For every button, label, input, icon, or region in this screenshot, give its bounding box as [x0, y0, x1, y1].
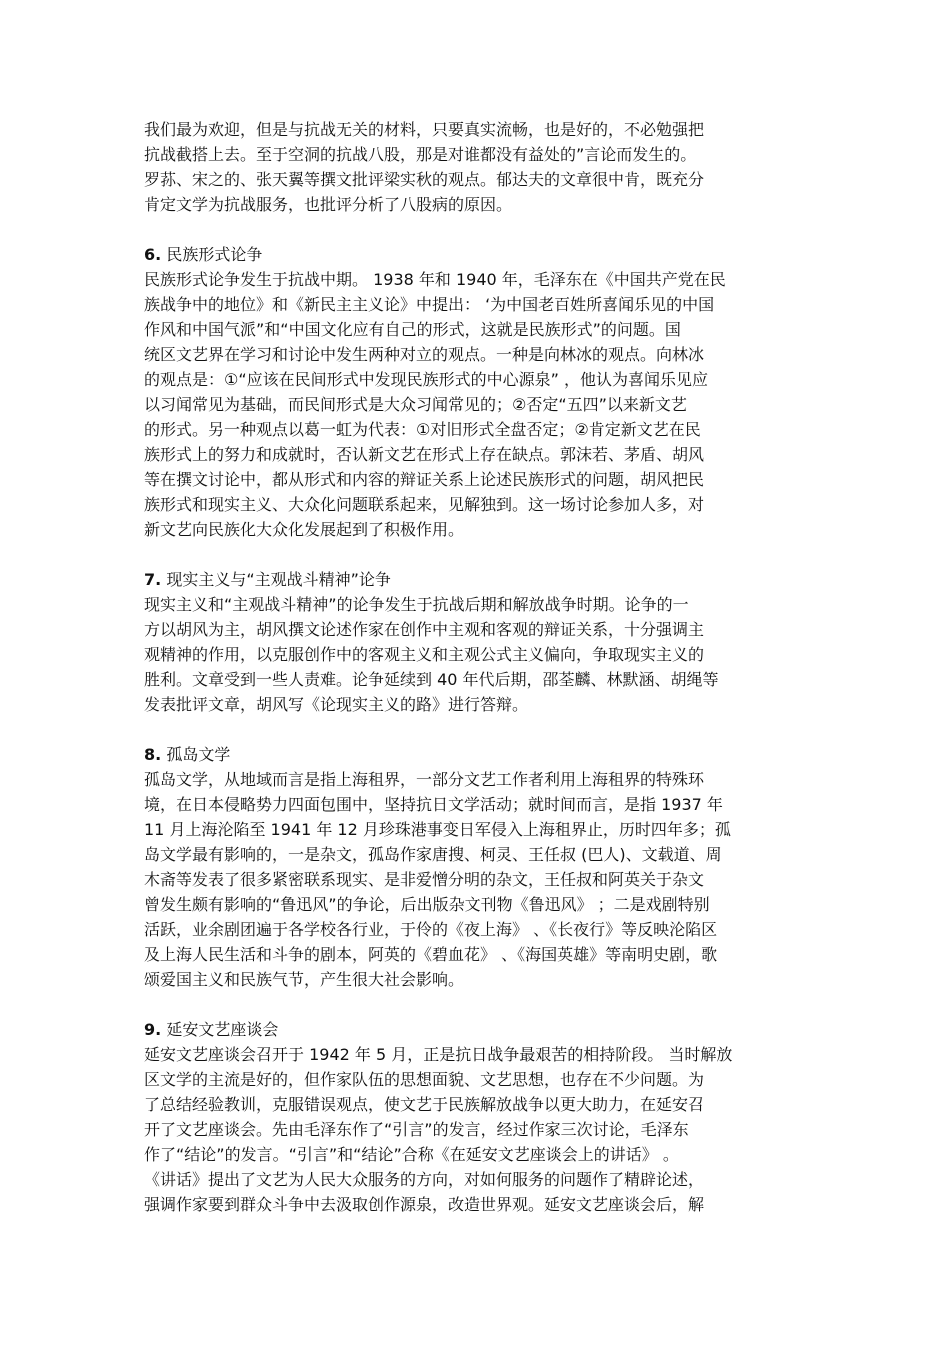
text-line: 及上海人民生活和斗争的剧本，阿英的《碧血花》 、《海国英雄》等南明史剧，歌 [144, 945, 718, 964]
text-line: 统区文艺界在学习和讨论中发生两种对立的观点。一种是向林冰的观点。向林冰 [144, 345, 705, 364]
text-line: 木斋等发表了很多紧密联系现实、是非爱憎分明的杂文，王任叔和阿英关于杂文 [144, 870, 705, 889]
section-9 [144, 1017, 816, 1217]
text-line: 《讲话》提出了文艺为人民大众服务的方向，对如何服务的问题作了精辟论述， [144, 1170, 705, 1189]
text-line: 族形式和现实主义、大众化问题联系起来，见解独到。这一场讨论参加人多，对 [144, 495, 705, 514]
text-line: 等在撰文讨论中，都从形式和内容的辩证关系上论述民族形式的问题，胡风把民 [144, 470, 705, 489]
text-line: 活跃，业余剧团遍于各学校各行业，于伶的《夜上海》 、《长夜行》等反映沦陷区 [144, 920, 718, 939]
paragraph-gap [144, 717, 816, 742]
text-line: 民族形式论争发生于抗战中期。 1938 年和 1940 年，毛泽东在《中国共产党在民 [144, 270, 726, 289]
text-line: 方以胡风为主，胡风撰文论述作家在创作中主观和客观的辩证关系，十分强调主 [144, 620, 705, 639]
text-line: 孤岛文学，从地域而言是指上海租界，一部分文艺工作者利用上海租界的特殊环 [144, 770, 705, 789]
text-line: 现实主义和“主观战斗精神”的论争发生于抗战后期和解放战争时期。论争的一 [144, 595, 689, 614]
document-page [144, 117, 816, 1217]
text-line: 的观点是：①“应该在民间形式中发现民族形式的中心源泉” ，他认为喜闻乐见应 [144, 370, 709, 389]
text-line: 开了文艺座谈会。先由毛泽东作了“引言”的发言，经过作家三次讨论，毛泽东 [144, 1120, 689, 1139]
text-line: 了总结经验教训，克服错误观点，使文艺于民族解放战争以更大助力，在延安召 [144, 1095, 705, 1114]
section-heading [144, 242, 816, 267]
text-line: 作风和中国气派”和“中国文化应有自己的形式，这就是民族形式”的问题。国 [144, 320, 681, 339]
text-line: 观精神的作用，以克服创作中的客观主义和主观公式主义偏向，争取现实主义的 [144, 645, 705, 664]
paragraph-gap [144, 217, 816, 242]
text-line: 延安文艺座谈会召开于 1942 年 5 月，正是抗日战争最艰苦的相持阶段。 当时解放 [144, 1045, 733, 1064]
section-8 [144, 742, 816, 992]
section-heading [144, 742, 816, 767]
text-line: 抗战截搭上去。至于空洞的抗战八股，那是对谁都没有益处的”言论而发生的。 [144, 145, 697, 164]
text-line: 11 月上海沦陷至 1941 年 12 月珍珠港事变日军侵入上海租界止，历时四年多；孤 [144, 820, 731, 839]
text-line: 胜利。文章受到一些人责难。论争延续到 40 年代后期，邵荃麟、林默涵、胡绳等 [144, 670, 719, 689]
text-line: 颂爱国主义和民族气节，产生很大社会影响。 [144, 970, 465, 989]
section-number: 9. [144, 1020, 162, 1039]
text-line: 发表批评文章，胡风写《论现实主义的路》进行答辩。 [144, 695, 529, 714]
text-line: 区文学的主流是好的，但作家队伍的思想面貌、文艺思想，也存在不少问题。为 [144, 1070, 705, 1089]
text-line: 肯定文学为抗战服务，也批评分析了八股病的原因。 [144, 195, 513, 214]
text-line: 以习闻常见为基础，而民间形式是大众习闻常见的；②否定“五四”以来新文艺 [144, 395, 687, 414]
intro-paragraph [144, 117, 816, 217]
text-line: 族战争中的地位》和《新民主主义论》中提出： ‘为中国老百姓所喜闻乐见的中国 [144, 295, 715, 314]
section-6 [144, 242, 816, 542]
section-number: 8. [144, 745, 162, 764]
text-line: 曾发生颇有影响的“鲁迅风”的争论，后出版杂文刊物《鲁迅风》 ；二是戏剧特别 [144, 895, 710, 914]
text-line: 强调作家要到群众斗争中去汲取创作源泉，改造世界观。延安文艺座谈会后，解 [144, 1195, 705, 1214]
paragraph-gap [144, 542, 816, 567]
text-line: 我们最为欢迎，但是与抗战无关的材料，只要真实流畅，也是好的，不必勉强把 [144, 120, 705, 139]
section-heading [144, 1017, 816, 1042]
section-number: 7. [144, 570, 162, 589]
text-line: 作了“结论”的发言。“引言”和“结论”合称《在延安文艺座谈会上的讲话》 。 [144, 1145, 679, 1164]
text-line: 岛文学最有影响的，一是杂文，孤岛作家唐搜、柯灵、王任叔 (巴人)、文载道、周 [144, 845, 722, 864]
paragraph-gap [144, 992, 816, 1017]
text-line: 新文艺向民族化大众化发展起到了积极作用。 [144, 520, 465, 539]
section-title: 现实主义与“主观战斗精神”论争 [166, 570, 391, 589]
text-line: 境，在日本侵略势力四面包围中，坚持抗日文学活动；就时间而言，是指 1937 年 [144, 795, 723, 814]
text-line: 族形式上的努力和成就时，否认新文艺在形式上存在缺点。郭沫若、茅盾、胡风 [144, 445, 705, 464]
section-title: 孤岛文学 [166, 745, 231, 764]
section-heading [144, 567, 816, 592]
section-7 [144, 567, 816, 717]
section-number: 6. [144, 245, 162, 264]
section-title: 延安文艺座谈会 [166, 1020, 279, 1039]
section-title: 民族形式论争 [166, 245, 263, 264]
text-line: 罗荪、宋之的、张天翼等撰文批评梁实秋的观点。郁达夫的文章很中肯，既充分 [144, 170, 705, 189]
text-line: 的形式。另一种观点以葛一虹为代表：①对旧形式全盘否定；②肯定新文艺在民 [144, 420, 701, 439]
